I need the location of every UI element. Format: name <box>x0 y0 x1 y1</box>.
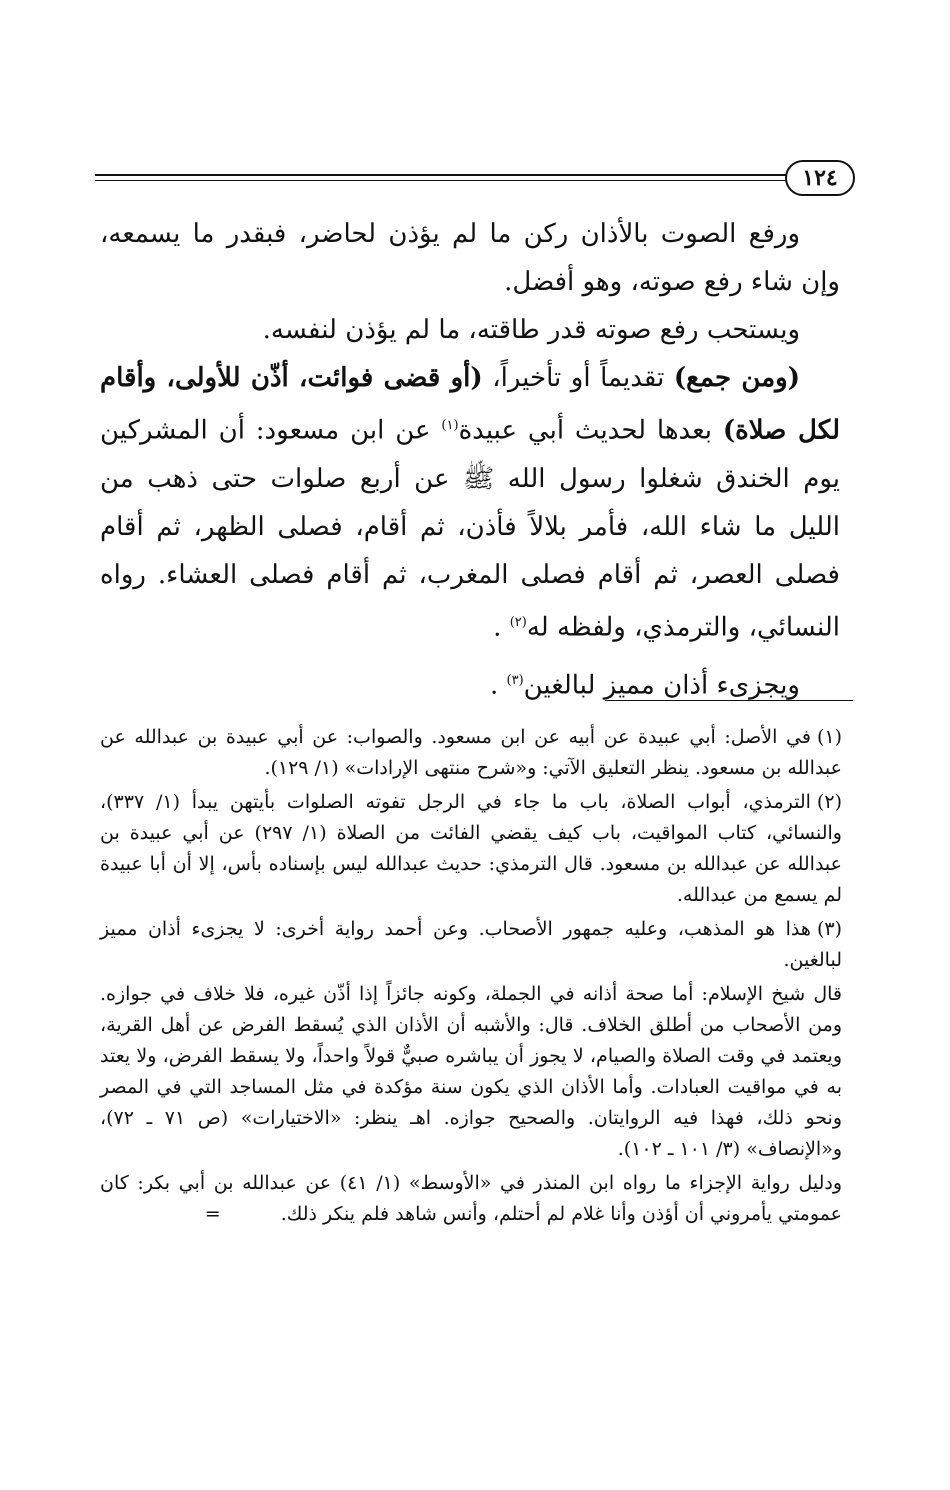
footnote-2 <box>100 787 842 911</box>
footnote-label: (١) <box>816 726 842 748</box>
footnote-3 <box>100 914 842 976</box>
paragraph-4 <box>100 657 840 710</box>
page-header <box>95 156 855 196</box>
sharh-text: ويجزىء أذان مميز لبالغين <box>523 670 800 701</box>
footnote-text: في الأصل: أبي عبيدة عن أبيه عن ابن مسعود. والصواب: عن أبي عبيدة بن عبدالله عن عبدالله بن مسعود. ينظر التعليق الآتي: و«شرح منتهى الإرادات» (١/ ١٢٩). <box>100 726 842 779</box>
sharh-text: . <box>489 670 507 701</box>
sharh-text: عن ابن مسعود: أن المشركين يوم الخندق شغلوا رسول الله ﷺ عن أربع صلوات حتى ذهب من الليل ما شاء الله، فأمر بلالاً فأذن، ثم أقام، فصلى الظهر، ثم أقام فصلى العصر، ثم أقام فصلى المغرب، ثم أقام فصلى العشاء. رواه النسائي، والترمذي، ولفظه له <box>100 415 840 643</box>
footnote-ref-3[interactable]: (٣) <box>506 673 524 689</box>
footnote-separator <box>605 700 853 701</box>
footnotes <box>100 722 842 1233</box>
paragraph-2: ويستحب رفع صوته قدر طاقته، ما لم يؤذن لنفسه. <box>262 315 800 345</box>
sharh-text: بعدها لحديث أبي عبيدة <box>458 415 723 446</box>
footnote-ref-1[interactable]: (١) <box>441 418 459 433</box>
header-rule <box>95 174 795 176</box>
footnote-label: (٢) <box>816 791 842 813</box>
footnote-ref-2[interactable]: (٢) <box>509 614 527 630</box>
footnote-label: (٣) <box>816 918 842 940</box>
paragraph-3 <box>100 354 840 651</box>
footnote-1 <box>100 722 842 784</box>
page-number: ١٢٤ <box>785 160 855 196</box>
main-text <box>100 210 840 710</box>
footnote-3-quote: قال شيخ الإسلام: أما صحة أذانه في الجملة، وكونه جائزاً إذا أذّن غيره، فلا خلاف في جوازه. ومن الأصحاب من أطلق الخلاف. قال: والأشبه أن الأذان الذي يُسقط الفرض عن أهل القرية، ويعتمد في وقت الصلاة والصيام، لا يجوز أن يباشره صبيٌّ قولاً واحداً، ولا يسقط الفرض، ولا يعتد به في مواقيت العبادات. وأما الأذان الذي يكون سنة مؤكدة في مثل المساجد التي في المصر ونحو ذلك، فهذا فيه الروايتان. والصحيح جوازه. اهـ ينظر: «الاختيارات» (ص ٧١ ـ ٧٢)، و«الإنصاف» (٣/ ١٠١ ـ ١٠٢). <box>100 983 842 1160</box>
matn-text: (ومن جمع) <box>673 363 800 393</box>
sharh-text: تقديماً أو تأخيراً، <box>482 363 674 393</box>
continuation-mark: = <box>204 1203 221 1225</box>
matn-text: (أو قضى فوائت، أذّن للأولى، وأقام لكل صلاة) <box>100 363 840 446</box>
sharh-text: . <box>493 612 510 643</box>
footnote-text: هذا هو المذهب، وعليه جمهور الأصحاب. وعن أحمد رواية أخرى: لا يجزىء أذان مميز لبالغين. <box>100 918 842 971</box>
footnote-text: الترمذي، أبواب الصلاة، باب ما جاء في الرجل تفوته الصلوات بأيتهن يبدأ (١/ ٣٣٧)، والنسائي، كتاب المواقيت، باب كيف يقضي الفائت من الصلاة (١/ ٢٩٧) عن أبي عبيدة بن عبدالله عن عبدالله بن مسعود. قال الترمذي: حديث عبدالله ليس بإسناده بأس، إلا أن أبا عبيدة لم يسمع من عبدالله. <box>100 791 842 906</box>
footnote-text: ودليل رواية الإجزاء ما رواه ابن المنذر في «الأوسط» (١/ ٤١) عن عبدالله بن أبي بكر: كان عمومتي يأمروني أن أؤذن وأنا غلام لم أحتلم، وأنس شاهد فلم ينكر ذلك. <box>100 1172 842 1225</box>
footnote-3-evidence <box>100 1168 842 1230</box>
header-rule-thin <box>95 180 795 181</box>
paragraph-1: ورفع الصوت بالأذان ركن ما لم يؤذن لحاضر، فبقدر ما يسمعه، وإن شاء رفع صوته، وهو أفضل. <box>100 219 840 297</box>
